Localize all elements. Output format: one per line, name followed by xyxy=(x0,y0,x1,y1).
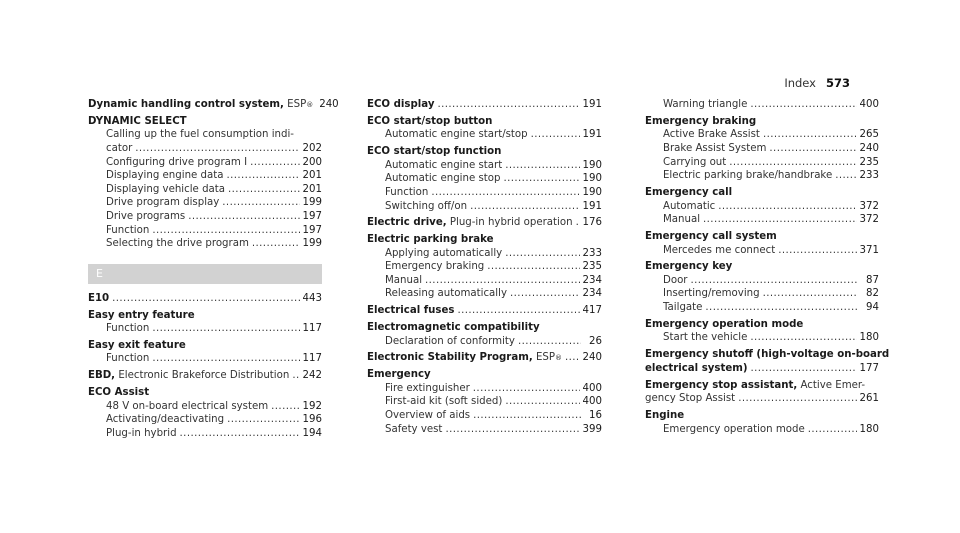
index-line xyxy=(645,128,879,142)
dot-leader xyxy=(565,351,580,365)
page-ref[interactable]: 180 xyxy=(859,332,879,344)
subentry-text[interactable]: Electric parking brake/handbrake xyxy=(663,170,833,182)
index-line xyxy=(645,287,879,301)
dot-leader xyxy=(718,200,856,214)
index-entry xyxy=(645,186,879,227)
page-ref[interactable]: 372 xyxy=(859,200,879,212)
index-line xyxy=(367,128,602,142)
index-line: Electronic Stability Program, ESP ® ..... 240 xyxy=(367,351,602,365)
dot-leader xyxy=(808,423,857,437)
entry-heading[interactable]: electrical system) xyxy=(645,362,748,374)
page-ref[interactable]: 197 xyxy=(302,210,322,222)
dot-leader xyxy=(271,400,299,414)
page-ref[interactable]: 194 xyxy=(302,427,322,439)
page-ref[interactable]: 242 xyxy=(302,370,322,382)
subentry-text[interactable]: Fire extinguisher xyxy=(385,382,470,394)
dot-leader xyxy=(227,413,299,427)
entry-heading-suffix: ESP xyxy=(535,352,555,364)
section-letter: E xyxy=(88,264,322,284)
subentry-text[interactable]: Function xyxy=(385,186,429,198)
subentry-text[interactable]: Function xyxy=(106,323,150,335)
index-entry xyxy=(88,339,322,366)
page-ref[interactable]: 233 xyxy=(859,170,879,182)
page-ref[interactable]: 240 xyxy=(319,99,339,110)
dot-leader xyxy=(503,172,579,186)
subentry-text[interactable]: Active Brake Assist xyxy=(663,129,760,141)
subentry-text[interactable]: Displaying engine data xyxy=(106,170,224,182)
index-line xyxy=(645,156,879,170)
entry-heading[interactable]: Emergency key xyxy=(645,261,733,273)
page-ref[interactable]: 190 xyxy=(582,173,602,185)
index-line xyxy=(88,115,322,129)
dot-leader xyxy=(487,260,579,274)
index-entry xyxy=(367,115,602,142)
dot-leader xyxy=(112,292,299,306)
index-line xyxy=(645,379,879,393)
dot-leader xyxy=(228,183,300,197)
index-line xyxy=(367,159,602,173)
page-ref[interactable]: 235 xyxy=(582,261,602,273)
entry-heading[interactable]: Emergency call system xyxy=(645,230,777,242)
index-line xyxy=(367,145,602,159)
entry-heading[interactable]: ECO start/stop function xyxy=(367,146,502,158)
index-column-1 xyxy=(88,98,339,444)
index-line xyxy=(367,382,602,396)
index-line xyxy=(88,183,322,197)
index-line xyxy=(645,142,879,156)
subentry-text[interactable]: Manual xyxy=(385,274,423,286)
dot-leader xyxy=(473,382,580,396)
page-ref[interactable]: 190 xyxy=(582,159,602,171)
page-ref[interactable]: 16 xyxy=(589,409,602,421)
page-ref[interactable]: 197 xyxy=(302,224,322,236)
index-line xyxy=(88,224,322,238)
index-entry xyxy=(645,230,879,257)
entry-heading[interactable]: Easy entry feature xyxy=(88,309,195,321)
index-line xyxy=(88,292,322,306)
entry-heading[interactable]: ECO start/stop button xyxy=(367,115,493,127)
dot-leader xyxy=(437,98,579,112)
index-line xyxy=(645,98,879,112)
entry-heading[interactable]: E10 xyxy=(88,292,110,304)
index-line xyxy=(367,115,602,129)
subentry-text[interactable]: Applying automatically xyxy=(385,247,503,259)
page-ref[interactable]: 417 xyxy=(582,305,602,317)
subentry-text[interactable]: Emergency braking xyxy=(385,261,485,273)
page-ref[interactable]: 400 xyxy=(582,382,602,394)
dot-leader xyxy=(152,224,299,238)
dot-leader xyxy=(531,128,580,142)
page-ref[interactable]: 400 xyxy=(859,99,879,110)
subentry-text[interactable]: cator xyxy=(106,142,133,154)
index-line xyxy=(645,409,879,423)
page-ref[interactable]: 261 xyxy=(859,393,879,405)
entry-heading[interactable]: Engine xyxy=(645,409,685,421)
page-ref[interactable]: 87 xyxy=(866,274,879,286)
page-ref[interactable]: 399 xyxy=(582,423,602,435)
index-line xyxy=(367,304,602,318)
index-line xyxy=(645,274,879,288)
page-number: 573 xyxy=(825,76,850,90)
index-entry xyxy=(645,318,879,345)
index-entry xyxy=(645,115,879,183)
dot-leader xyxy=(152,322,299,336)
index-entry xyxy=(645,379,879,406)
subentry-text[interactable]: Declaration of conformity xyxy=(385,335,515,347)
index-line xyxy=(645,169,879,183)
page-ref[interactable]: 240 xyxy=(859,142,879,154)
subentry-text[interactable]: Plug-in hybrid xyxy=(106,427,177,439)
dot-leader xyxy=(769,142,856,156)
index-line xyxy=(367,335,602,349)
entry-heading[interactable]: Emergency call xyxy=(645,186,733,198)
page-ref[interactable]: 201 xyxy=(302,170,322,182)
subentry-text[interactable]: Function xyxy=(106,224,150,236)
page-ref[interactable]: 190 xyxy=(582,186,602,198)
dot-leader xyxy=(226,169,299,183)
dot-leader xyxy=(180,427,300,441)
page-ref[interactable]: 192 xyxy=(302,400,322,412)
index-line xyxy=(367,368,602,382)
index-line xyxy=(88,142,322,156)
subentry-text[interactable]: 48 V on-board electrical system xyxy=(106,400,269,412)
index-entry xyxy=(367,145,602,213)
index-line xyxy=(88,196,322,210)
index-line xyxy=(645,200,879,214)
dot-leader xyxy=(152,352,299,366)
page-ref[interactable]: 265 xyxy=(859,129,879,141)
page-ref[interactable]: 117 xyxy=(302,323,322,335)
page-ref[interactable]: 443 xyxy=(302,292,322,304)
dot-leader xyxy=(738,392,856,406)
index-line xyxy=(367,395,602,409)
entry-heading[interactable]: Emergency xyxy=(367,369,431,381)
subentry-text[interactable]: Carrying out xyxy=(663,156,727,168)
page-ref[interactable]: 234 xyxy=(582,274,602,286)
index-line: Dynamic handling control system, ESP ® 240 xyxy=(88,99,339,110)
entry-heading[interactable]: Electric parking brake xyxy=(367,234,494,246)
entry-heading[interactable]: Emergency operation mode xyxy=(645,318,804,330)
index-line xyxy=(88,369,322,383)
page-ref[interactable]: 372 xyxy=(859,214,879,226)
subentry-text[interactable]: Configuring drive program I xyxy=(106,156,248,168)
index-line xyxy=(367,260,602,274)
page-ref[interactable]: 191 xyxy=(582,129,602,141)
index-line xyxy=(88,427,322,441)
index-entry xyxy=(367,368,602,436)
index-entry xyxy=(88,309,322,336)
dot-leader xyxy=(729,156,856,170)
page-header-title: Index xyxy=(784,76,816,90)
subentry-text[interactable]: Mercedes me connect xyxy=(663,244,776,256)
index-line xyxy=(367,321,602,335)
entry-heading[interactable]: Electromagnetic compatibility xyxy=(367,322,540,334)
entry-continuation: gency Stop Assist xyxy=(645,393,736,405)
index-line xyxy=(367,233,602,247)
index-line xyxy=(645,318,879,332)
index-entry xyxy=(88,292,322,306)
page-ref[interactable]: 117 xyxy=(302,353,322,365)
page-ref[interactable]: 233 xyxy=(582,247,602,259)
subentry-text[interactable]: Tailgate xyxy=(663,302,703,314)
dot-leader xyxy=(188,210,299,224)
page-ref[interactable]: 196 xyxy=(302,414,322,426)
dot-leader xyxy=(252,237,300,251)
index-line xyxy=(88,210,322,224)
dot-leader xyxy=(473,409,581,423)
dot-leader xyxy=(750,331,856,345)
index-line xyxy=(88,309,322,323)
index-line xyxy=(645,244,879,258)
page-ref[interactable]: 199 xyxy=(302,197,322,209)
index-line xyxy=(645,260,879,274)
index-entry xyxy=(645,260,879,314)
index-entry xyxy=(88,369,322,383)
index-line xyxy=(88,400,322,414)
subentry-text[interactable]: Displaying vehicle data xyxy=(106,183,226,195)
index-line xyxy=(88,128,322,142)
subentry-text[interactable]: Function xyxy=(106,353,150,365)
entry-heading-suffix: Active Emer- xyxy=(800,379,866,391)
dot-leader xyxy=(250,156,299,170)
index-column-2 xyxy=(367,98,602,439)
subentry-text[interactable]: Warning triangle xyxy=(663,99,748,110)
dot-leader xyxy=(470,200,579,214)
dot-leader xyxy=(457,304,579,318)
page-ref[interactable]: 235 xyxy=(859,156,879,168)
index-entry xyxy=(645,409,879,436)
index-line xyxy=(367,200,602,214)
entry-heading[interactable]: DYNAMIC SELECT xyxy=(88,115,187,127)
dot-leader xyxy=(505,247,579,261)
entry-heading-suffix: Plug-in hybrid operation xyxy=(449,217,573,229)
subentry-text[interactable]: Automatic engine stop xyxy=(385,173,501,185)
page-ref[interactable]: 199 xyxy=(302,238,322,250)
dot-leader xyxy=(445,423,579,437)
entry-heading[interactable]: Electrical fuses xyxy=(367,305,455,317)
index-line xyxy=(367,216,602,230)
page-ref[interactable]: 191 xyxy=(582,99,602,110)
page-ref[interactable]: 200 xyxy=(302,156,322,168)
dot-leader xyxy=(751,362,857,376)
entry-heading[interactable]: EBD, xyxy=(88,370,116,382)
index-entry xyxy=(645,348,890,375)
page-ref[interactable]: 240 xyxy=(582,352,602,364)
index-line xyxy=(645,213,879,227)
index-line xyxy=(367,423,602,437)
page-ref[interactable]: 400 xyxy=(582,396,602,408)
index-line xyxy=(88,322,322,336)
index-line xyxy=(367,186,602,200)
dot-leader xyxy=(691,274,859,288)
subentry-text[interactable]: Overview of aids xyxy=(385,409,471,421)
index-line xyxy=(645,331,879,345)
entry-heading[interactable]: Dynamic handling control system, xyxy=(88,99,284,110)
page-ref[interactable]: 202 xyxy=(302,142,322,154)
page-ref[interactable]: 371 xyxy=(859,244,879,256)
entry-heading[interactable]: Emergency braking xyxy=(645,115,757,127)
subentry-text[interactable]: Releasing automatically xyxy=(385,288,507,300)
subentry-text[interactable]: Door xyxy=(663,274,688,286)
dot-leader xyxy=(778,244,856,258)
dot-leader xyxy=(505,395,579,409)
index-entry xyxy=(88,98,339,112)
index-entry xyxy=(367,304,602,318)
subentry-text[interactable]: Drive program display xyxy=(106,197,220,209)
index-line xyxy=(367,274,602,288)
index-line xyxy=(645,301,879,315)
dot-leader xyxy=(431,186,579,200)
page-ref[interactable]: 26 xyxy=(589,335,602,347)
dot-leader xyxy=(576,216,580,230)
index-entry xyxy=(645,98,879,112)
index-line xyxy=(367,172,602,186)
page-ref[interactable]: 82 xyxy=(866,288,879,300)
index-line xyxy=(88,169,322,183)
index-line xyxy=(645,423,879,437)
index-entry xyxy=(367,98,602,112)
subentry-text[interactable]: Automatic engine start/stop xyxy=(385,129,528,141)
dot-leader xyxy=(425,274,580,288)
index-line xyxy=(88,237,322,251)
index-line xyxy=(367,98,602,112)
page-ref[interactable]: 234 xyxy=(582,288,602,300)
index-entry xyxy=(367,216,602,230)
entry-heading-suffix: Electronic Brakeforce Distribution xyxy=(118,370,290,382)
index-line xyxy=(645,230,879,244)
dot-leader xyxy=(292,369,299,383)
subentry-text[interactable]: Automatic xyxy=(663,200,716,212)
dot-leader xyxy=(135,142,299,156)
index-line xyxy=(88,156,322,170)
page-ref[interactable]: 201 xyxy=(302,183,322,195)
subentry-wrap: Calling up the fuel consumption indi- xyxy=(106,129,294,141)
subentry-text[interactable]: Start the vehicle xyxy=(663,332,748,344)
dot-leader xyxy=(750,98,856,112)
index-entry xyxy=(367,321,602,348)
dot-leader xyxy=(222,196,299,210)
subentry-text[interactable]: Manual xyxy=(663,214,701,226)
entry-heading-wrap: Emergency shutoff (high-voltage on-board xyxy=(645,349,890,361)
index-line xyxy=(88,352,322,366)
entry-heading[interactable]: Emergency stop assistant, xyxy=(645,379,798,391)
dot-leader xyxy=(703,213,857,227)
subentry-text[interactable]: Switching off/on xyxy=(385,200,468,212)
index-entry xyxy=(367,351,602,365)
index-line xyxy=(645,115,879,129)
entry-heading[interactable]: Electronic Stability Program, xyxy=(367,352,533,364)
subentry-text[interactable]: Automatic engine start xyxy=(385,159,503,171)
entry-heading[interactable]: ECO display xyxy=(367,99,435,110)
subentry-text[interactable]: Selecting the drive program xyxy=(106,238,249,250)
subentry-text[interactable]: Activating/deactivating xyxy=(106,414,225,426)
index-line xyxy=(645,186,879,200)
subentry-text[interactable]: Drive programs xyxy=(106,210,186,222)
index-line xyxy=(367,287,602,301)
dot-leader xyxy=(510,287,580,301)
index-entry xyxy=(367,233,602,301)
index-entry xyxy=(88,115,322,251)
index-line xyxy=(645,362,879,376)
subentry-text[interactable]: Safety vest xyxy=(385,423,443,435)
subentry-text[interactable]: Brake Assist System xyxy=(663,142,767,154)
page-ref[interactable]: 180 xyxy=(859,423,879,435)
page-ref[interactable]: 94 xyxy=(866,302,879,314)
index-line xyxy=(88,386,322,400)
subentry-text[interactable]: Inserting/removing xyxy=(663,288,760,300)
index-entry xyxy=(88,386,322,440)
page-header xyxy=(784,76,850,90)
dot-leader xyxy=(835,169,856,183)
entry-heading-suffix: ESP xyxy=(287,99,307,110)
dot-leader xyxy=(518,335,581,349)
page-ref[interactable]: 177 xyxy=(859,362,879,374)
dot-leader xyxy=(705,301,858,315)
entry-heading[interactable]: Easy exit feature xyxy=(88,339,186,351)
dot-leader xyxy=(763,287,858,301)
index-line xyxy=(367,409,602,423)
index-line xyxy=(645,348,890,362)
index-line xyxy=(88,413,322,427)
entry-heading[interactable]: Electric drive, xyxy=(367,217,447,229)
dot-leader xyxy=(763,128,857,142)
index-line xyxy=(645,392,879,406)
subentry-text[interactable]: First-aid kit (soft sided) xyxy=(385,396,503,408)
subentry-text[interactable]: Emergency operation mode xyxy=(663,423,805,435)
dot-leader xyxy=(505,159,579,173)
index-line xyxy=(88,339,322,353)
page-ref[interactable]: 191 xyxy=(582,200,602,212)
index-column-3 xyxy=(645,98,890,439)
index-line xyxy=(367,247,602,261)
entry-heading[interactable]: ECO Assist xyxy=(88,387,150,399)
page-ref[interactable]: 176 xyxy=(582,217,602,229)
